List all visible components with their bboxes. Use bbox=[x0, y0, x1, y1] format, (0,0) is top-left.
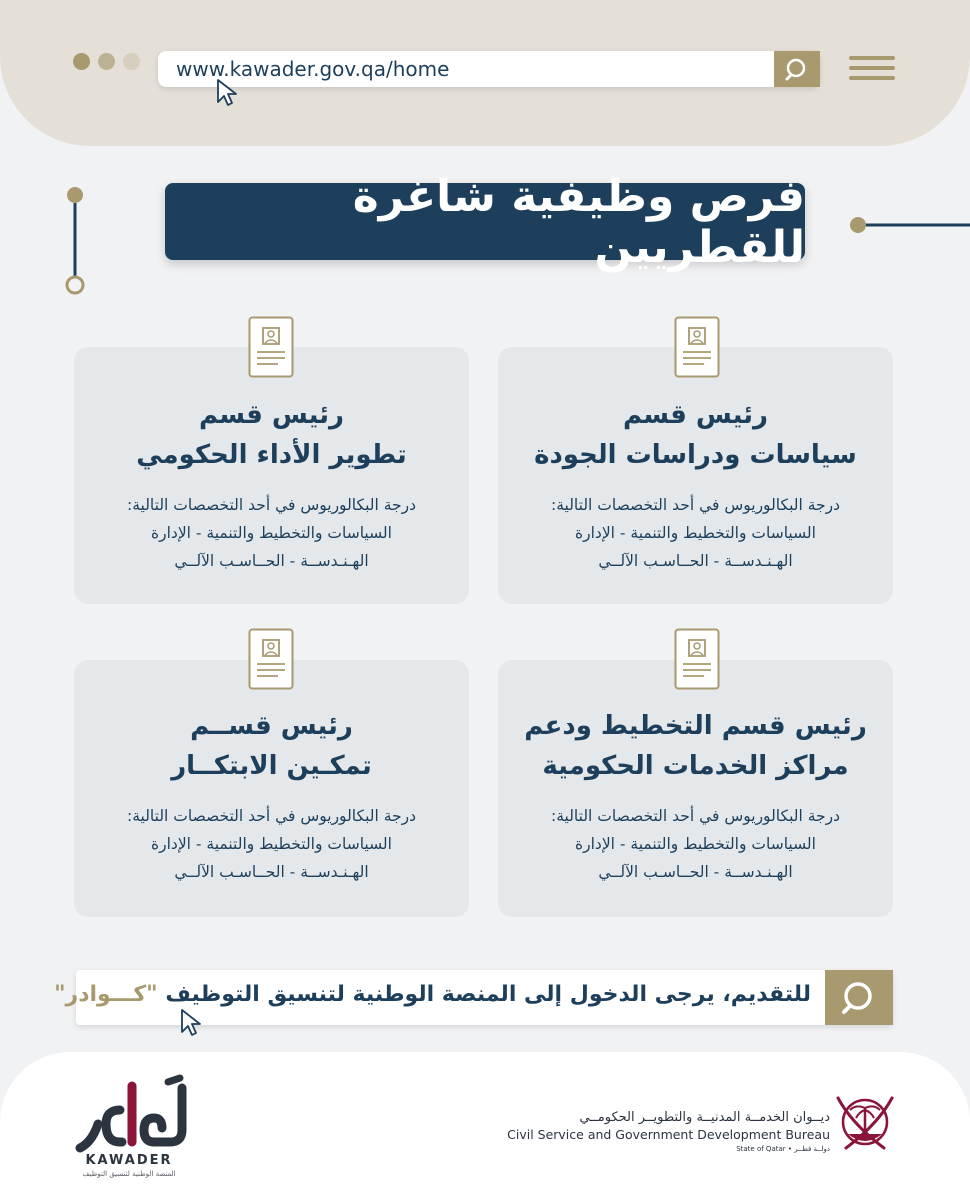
job-card-government-performance bbox=[74, 347, 469, 604]
resume-document-icon bbox=[674, 628, 720, 690]
url-search-button[interactable] bbox=[774, 51, 820, 87]
job-card-innovation-enablement bbox=[74, 660, 469, 917]
job-title-line2: تمكـين الابتكــار bbox=[171, 751, 372, 781]
job-title-line1: رئيس قسم bbox=[198, 400, 345, 430]
window-dot-2 bbox=[98, 53, 115, 70]
resume-document-icon bbox=[248, 628, 294, 690]
resume-document-icon bbox=[248, 316, 294, 378]
job-title-line2: مراكز الخدمات الحكومية bbox=[542, 751, 849, 781]
window-dot-1 bbox=[73, 53, 90, 70]
job-requirement-line2: السياسات والتخطيط والتنمية - الإدارة bbox=[151, 524, 392, 542]
job-requirement-line1: درجة البكالوريوس في أحد التخصصات التالية: bbox=[551, 496, 840, 514]
job-requirement-line3: الهـنـدســة - الحــاسـب الآلــي bbox=[598, 863, 793, 881]
job-title-line2: تطوير الأداء الحكومي bbox=[136, 440, 407, 470]
page-title: فرص وظيفية شاغرة للقطريين bbox=[352, 170, 805, 273]
job-title-line1: رئيس قســم bbox=[190, 711, 353, 741]
kawader-name: KAWADER bbox=[85, 1153, 173, 1168]
search-icon bbox=[784, 56, 810, 82]
menu-icon[interactable] bbox=[849, 56, 895, 82]
url-text[interactable]: www.kawader.gov.qa/home bbox=[176, 57, 450, 81]
timeline-decoration-icon bbox=[64, 186, 86, 296]
window-dot-3 bbox=[123, 53, 140, 70]
url-bar[interactable] bbox=[158, 51, 820, 87]
search-icon bbox=[840, 979, 878, 1017]
window-dots bbox=[73, 53, 140, 70]
job-title-line1: رئيس قسم التخطيط ودعم bbox=[524, 711, 867, 741]
job-requirement-line1: درجة البكالوريوس في أحد التخصصات التالية: bbox=[127, 496, 416, 514]
job-card-planning-service-centers bbox=[498, 660, 893, 917]
resume-document-icon bbox=[674, 316, 720, 378]
job-requirement-line3: الهـنـدســة - الحــاسـب الآلــي bbox=[598, 552, 793, 570]
pointer-cursor-icon bbox=[216, 78, 238, 108]
job-requirement-line1: درجة البكالوريوس في أحد التخصصات التالية: bbox=[127, 807, 416, 825]
qatar-emblem bbox=[834, 1090, 896, 1154]
apply-instruction bbox=[54, 982, 811, 1007]
job-requirement-line2: السياسات والتخطيط والتنمية - الإدارة bbox=[575, 835, 816, 853]
bureau-state: State of Qatar • دولــة قطــر bbox=[736, 1145, 830, 1153]
job-requirement-line2: السياسات والتخطيط والتنمية - الإدارة bbox=[151, 835, 392, 853]
kawader-highlight[interactable]: "كـــوادر" bbox=[54, 982, 158, 1007]
apply-text: للتقديم، يرجى الدخول إلى المنصة الوطنية لتنسيق التوظيف bbox=[165, 982, 811, 1007]
kawader-tagline: المنصة الوطنية لتنسيق التوظيف bbox=[82, 1170, 176, 1178]
job-requirement-line1: درجة البكالوريوس في أحد التخصصات التالية: bbox=[551, 807, 840, 825]
page-title-box bbox=[165, 170, 805, 273]
job-requirement-line2: السياسات والتخطيط والتنمية - الإدارة bbox=[575, 524, 816, 542]
job-title-line2: سياسات ودراسات الجودة bbox=[534, 440, 857, 470]
bureau-name-english: Civil Service and Government Development Bureau bbox=[507, 1127, 830, 1142]
bureau-name-arabic: ديــوان الخدمــة المدنيــة والتطويــر الحكومــي bbox=[579, 1110, 830, 1125]
job-requirement-line3: الهـنـدســة - الحــاسـب الآلــي bbox=[174, 552, 369, 570]
job-title-line1: رئيس قسم bbox=[622, 400, 769, 430]
job-card-quality-policies bbox=[498, 347, 893, 604]
apply-search-button[interactable] bbox=[825, 970, 893, 1025]
job-requirement-line3: الهـنـدســة - الحــاسـب الآلــي bbox=[174, 863, 369, 881]
pointer-cursor-icon bbox=[180, 1008, 202, 1038]
line-decoration-icon bbox=[848, 214, 970, 236]
